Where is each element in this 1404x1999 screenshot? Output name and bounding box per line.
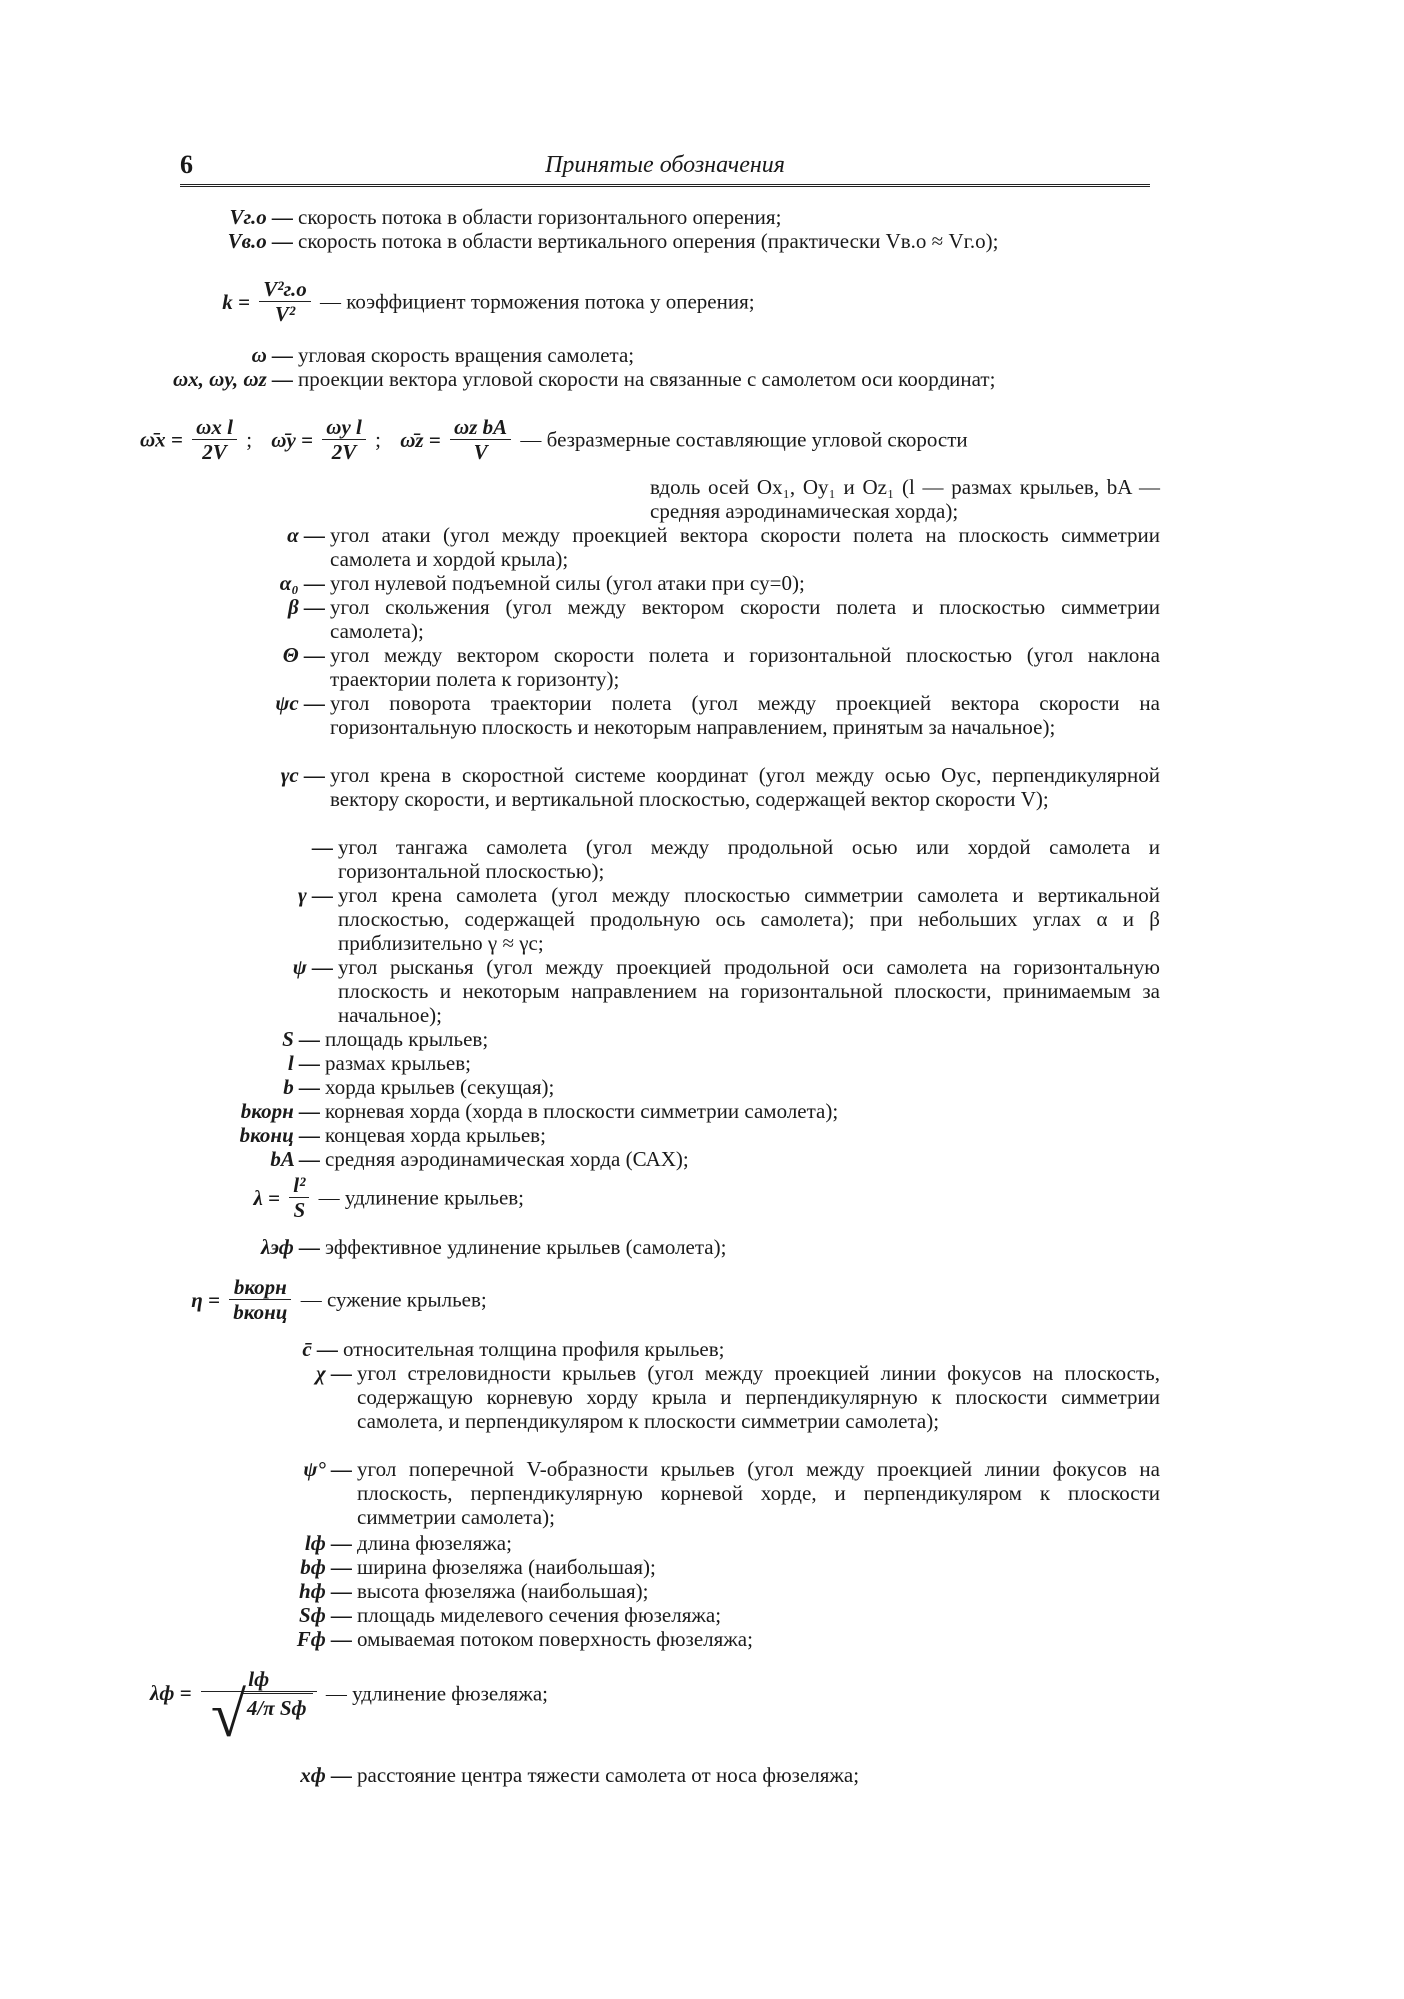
fraction: $\frac{\text{bкорн}}{\text{bконц}}$: [229, 1275, 291, 1324]
notation-entry: [180, 1603, 1160, 1627]
fraction: $\frac{\text{l²}}{S}$: [289, 1173, 309, 1222]
notation-text: скорость потока в области вертикального оперения (практически Vв.о ≈ Vг.о);: [298, 229, 999, 253]
notation-text: угол поперечной V-образности крыльев (угол между проекцией линии фокусов на плоскость, перпендикулярную корневой хорде, и перпендикуляром к плоскости симметрии самолета);: [357, 1457, 1160, 1529]
notation-symbol: α₀ —: [279, 571, 325, 595]
notation-entry: [180, 1361, 1160, 1457]
notation-symbol: ψ —: [292, 955, 333, 979]
notation-text: расстояние центра тяжести самолета от носа фюзеляжа;: [357, 1763, 860, 1787]
notation-symbol: ψ° —: [303, 1457, 352, 1481]
notation-text: площадь миделевого сечения фюзеляжа;: [357, 1603, 722, 1627]
notation-text: угловая скорость вращения самолета;: [298, 343, 635, 367]
notation-symbol: xф —: [300, 1763, 352, 1787]
notation-symbol: β —: [287, 595, 325, 619]
notation-entry: [180, 1531, 1160, 1555]
notation-entry: [180, 205, 1160, 229]
notation-symbol: γc —: [280, 763, 325, 787]
notation-symbol: ω —: [251, 343, 293, 367]
notation-symbol: α —: [287, 523, 325, 547]
notation-text: размах крыльев;: [325, 1051, 471, 1075]
notation-entry: [180, 763, 1160, 835]
notation-text: — удлинение фюзеляжа;: [325, 1681, 548, 1706]
notation-text: средняя аэродинамическая хорда (САХ);: [325, 1147, 689, 1171]
notation-text: площадь крыльев;: [325, 1027, 489, 1051]
notation-symbol: bA —: [270, 1147, 320, 1171]
notation-text: угол тангажа самолета (угол между продольной осью или хордой самолета и горизонтальной плоскостью);: [338, 835, 1160, 883]
formula-k: k = $\frac{\text{V²г.о}}{\text{V²}}$ — коэффициент торможения потока у оперения;: [222, 277, 755, 326]
notation-symbol: c̄ —: [302, 1337, 338, 1361]
notation-text: омываемая потоком поверхность фюзеляжа;: [357, 1627, 753, 1651]
notation-symbol: l —: [287, 1051, 320, 1075]
formula-omega: ω̄x = $\frac{\text{ωx l}}{2V}$ ; ω̄y = $\frac{\text{ωy l}}{2V}$ ; ω̄z = $\frac{\text{ωz bA}}{V}$ — безразмерные составляющие угловой скорости: [140, 415, 968, 464]
notation-entry: [180, 1051, 1160, 1075]
notation-text: угол между вектором скорости полета и горизонтальной плоскостью (угол наклона траектории полета к горизонту);: [330, 643, 1160, 691]
notation-entry: [180, 1123, 1160, 1147]
notation-entry: [180, 883, 1160, 955]
notation-symbol: Vв.о —: [227, 229, 293, 253]
notation-entry: [180, 1763, 1160, 1787]
notation-text: — сужение крыльев;: [300, 1287, 487, 1312]
notation-entry: [180, 1337, 1160, 1361]
notation-symbol: bф —: [300, 1555, 352, 1579]
notation-text: длина фюзеляжа;: [357, 1531, 512, 1555]
notation-text: угол крена самолета (угол между плоскостью симметрии самолета и вертикальной плоскостью, содержащей продольную ось самолета); при небольших углах α и β приблизительно γ ≈ γc;: [338, 883, 1160, 955]
notation-symbol: —: [312, 835, 333, 859]
notation-entry: [180, 1235, 1160, 1275]
notation-symbol: χ —: [315, 1361, 352, 1385]
notation-entry: [180, 343, 1160, 367]
notation-symbol: Fф —: [296, 1627, 352, 1651]
notation-list: [140, 205, 1160, 1787]
notation-entry: [180, 691, 1160, 763]
notation-text: — удлинение крыльев;: [318, 1185, 525, 1210]
notation-entry: [180, 955, 1160, 1027]
notation-symbol: bконц —: [239, 1123, 320, 1147]
notation-text: корневая хорда (хорда в плоскости симметрии самолета);: [325, 1099, 839, 1123]
notation-entry: [180, 229, 1160, 277]
notation-text: хорда крыльев (секущая);: [325, 1075, 555, 1099]
notation-symbol: hф —: [299, 1579, 352, 1603]
notation-entry: [180, 1627, 1160, 1667]
notation-text: угол атаки (угол между проекцией вектора скорости полета на плоскость симметрии самолета и хордой крыла);: [330, 523, 1160, 571]
notation-text: ширина фюзеляжа (наибольшая);: [357, 1555, 656, 1579]
notation-entry: [180, 1075, 1160, 1099]
notation-symbol: b —: [283, 1075, 320, 1099]
notation-symbol: Vг.о —: [229, 205, 293, 229]
notation-text: угол скольжения (угол между вектором скорости полета и плоскостью симметрии самолета);: [330, 595, 1160, 643]
notation-text: вдоль осей Ox₁, Oy₁ и Oz₁ (l — размах крыльев, bA — средняя аэродинамическая хорда);: [650, 475, 1160, 523]
notation-entry: [180, 1555, 1160, 1579]
notation-entry: [180, 595, 1160, 643]
square-root: √ 4/π Sф: [211, 1693, 313, 1720]
fraction: $\frac{\text{V²г.о}}{\text{V²}}$: [259, 277, 311, 326]
formula-lambda: λ = $\frac{\text{l²}}{S}$ — удлинение крыльев;: [253, 1173, 525, 1222]
notation-entry: [180, 643, 1160, 691]
notation-text: относительная толщина профиля крыльев;: [343, 1337, 725, 1361]
notation-symbol: ωx, ωy, ωz —: [172, 367, 293, 391]
notation-symbol: γ —: [298, 883, 333, 907]
notation-symbol: ψc —: [275, 691, 325, 715]
notation-entry: [180, 523, 1160, 571]
formula-lambda-f: λф = lф √ 4/π Sф — удлинение фюзеляжа;: [150, 1667, 548, 1750]
fraction: lф √ 4/π Sф: [201, 1667, 317, 1720]
notation-text: угол поворота траектории полета (угол между проекцией вектора скорости на горизонтальную плоскость и некоторым направлением, принятым за начальное);: [330, 691, 1160, 739]
notation-entry: [180, 571, 1160, 595]
notation-symbol: lф —: [304, 1531, 352, 1555]
notation-entry: [180, 1027, 1160, 1051]
notation-text: концевая хорда крыльев;: [325, 1123, 546, 1147]
notation-text: скорость потока в области горизонтального оперения;: [298, 205, 782, 229]
notation-symbol: bкорн —: [240, 1099, 320, 1123]
notation-text: угол нулевой подъемной силы (угол атаки при cy=0);: [330, 571, 805, 595]
notation-text: проекции вектора угловой скорости на связанные с самолетом оси координат;: [298, 367, 996, 391]
notation-text: угол крена в скоростной системе координат (угол между осью Oyc, перпендикулярной вектору скорости, и вертикальной плоскостью, содержащей вектор скорости V);: [330, 763, 1160, 811]
notation-text: угол рысканья (угол между проекцией продольной оси самолета на горизонтальную плоскость и некоторым направлением на горизонтальной плоскости, принимаемым за начальное);: [338, 955, 1160, 1027]
fraction: $\frac{\text{ωx l}}{2V}$: [192, 415, 237, 464]
formula-eta: η = $\frac{\text{bкорн}}{\text{bконц}}$ — сужение крыльев;: [191, 1275, 487, 1324]
notation-symbol: Θ —: [282, 643, 325, 667]
page-number: 6: [180, 150, 193, 179]
notation-entry: [180, 475, 1160, 523]
page-header: [180, 150, 1150, 187]
notation-text: эффективное удлинение крыльев (самолета);: [325, 1235, 727, 1259]
notation-text: высота фюзеляжа (наибольшая);: [357, 1579, 649, 1603]
notation-entry: [180, 835, 1160, 883]
notation-text: угол стреловидности крыльев (угол между проекцией линии фокусов на плоскость, содержащую корневую хорду крыла и перпендикулярную к плоскости симметрии самолета, и перпендикуляром к плоскости симметрии самолета);: [357, 1361, 1160, 1433]
fraction: $\frac{\text{ωz bA}}{V}$: [450, 415, 511, 464]
notation-text: — коэффициент торможения потока у оперения;: [320, 289, 755, 314]
notation-entry: [180, 1579, 1160, 1603]
notation-symbol: S —: [282, 1027, 320, 1051]
notation-entry: [180, 1099, 1160, 1123]
notation-entry: [180, 1457, 1160, 1531]
notation-text: — безразмерные составляющие угловой скорости: [520, 427, 968, 452]
running-title: Принятые обозначения: [545, 152, 785, 178]
notation-entry: [180, 1147, 1160, 1173]
notation-symbol: λэф —: [260, 1235, 320, 1259]
notation-entry: [172, 367, 1160, 415]
fraction: $\frac{\text{ωy l}}{2V}$: [322, 415, 366, 464]
notation-symbol: Sф —: [299, 1603, 352, 1627]
